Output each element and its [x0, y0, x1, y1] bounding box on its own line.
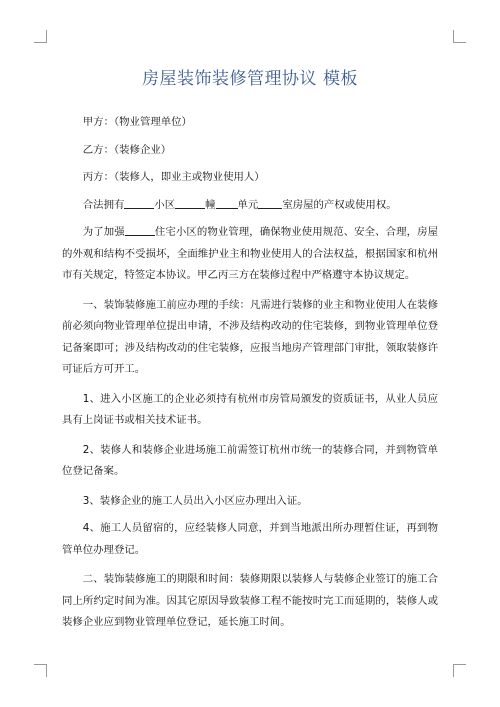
document-title: 房屋装饰装修管理协议 模板 — [142, 69, 358, 89]
blank-building — [175, 196, 205, 209]
blank-community — [124, 196, 154, 209]
item-2: 2、装修人和装修企业进场施工前需签订杭州市统一的装修合同，并到物管单位登记备案。 — [62, 443, 438, 477]
property-text-1: 合法拥有 — [82, 198, 125, 211]
property-line — [62, 195, 438, 217]
intro-text-2: 住宅小区的物业管理，确保物业使用规范、安全、合理，房屋的外观和结构不受损坏，全面维护业主和物业使用人的合法权益，根据国家和杭州市有关规定，特签定本协议。甲乙丙三方在装修过程中严格遵守本协议规定。 — [62, 226, 439, 281]
property-text-3: 幢 — [205, 198, 216, 211]
party-b: 乙方：（装修企业） — [82, 143, 172, 156]
intro-text-1: 为了加强 — [82, 226, 125, 238]
crop-mark-top-right — [453, 30, 466, 43]
property-text-2: 小区 — [154, 198, 176, 211]
item-3: 3、装修企业的施工人员出入小区应办理出入证。 — [82, 494, 308, 507]
blank-room — [258, 196, 282, 209]
crop-mark-bottom-left — [34, 664, 47, 677]
blank-unit — [216, 196, 238, 209]
item-4: 4、施工人员留宿的，应经装修人同意，并到当地派出所办理暂住证，再到物管单位办理登记。 — [62, 522, 438, 556]
item-1: 1、进入小区施工的企业必须持有杭州市房管局颁发的资质证书，从业人员应具有上岗证书或相关技术证书。 — [62, 392, 438, 426]
document-body — [62, 112, 438, 642]
intro-paragraph — [62, 222, 438, 287]
party-a: 甲方：（物业管理单位） — [82, 116, 192, 128]
blank-community-name — [125, 223, 155, 236]
party-c: 丙方：（装修人，即业主或物业使用人） — [82, 171, 265, 183]
property-text-5: 室房屋的产权或使用权。 — [282, 198, 397, 211]
section-1: 一、装饰装修施工前应办理的手续：凡需进行装修的业主和物业使用人在装修前必须向物业管理单位提出申请，不涉及结构改动的住宅装修，到物业管理单位登记备案即可；涉及结构改动的住宅装修，应报当地房产管理部门审批，领取装修许可证后方可开工。 — [62, 298, 438, 375]
crop-mark-top-left — [34, 30, 47, 43]
crop-mark-bottom-right — [453, 664, 466, 677]
section-2: 二、装饰装修施工的期限和时间：装修期限以装修人与装修企业签订的施工合同上所约定时间为准。因其它原因导致装修工程不能按时完工而延期的，装修人或装修企业应到物业管理单位登记，延长施工时间。 — [62, 573, 438, 628]
property-text-4: 单元 — [237, 198, 259, 211]
